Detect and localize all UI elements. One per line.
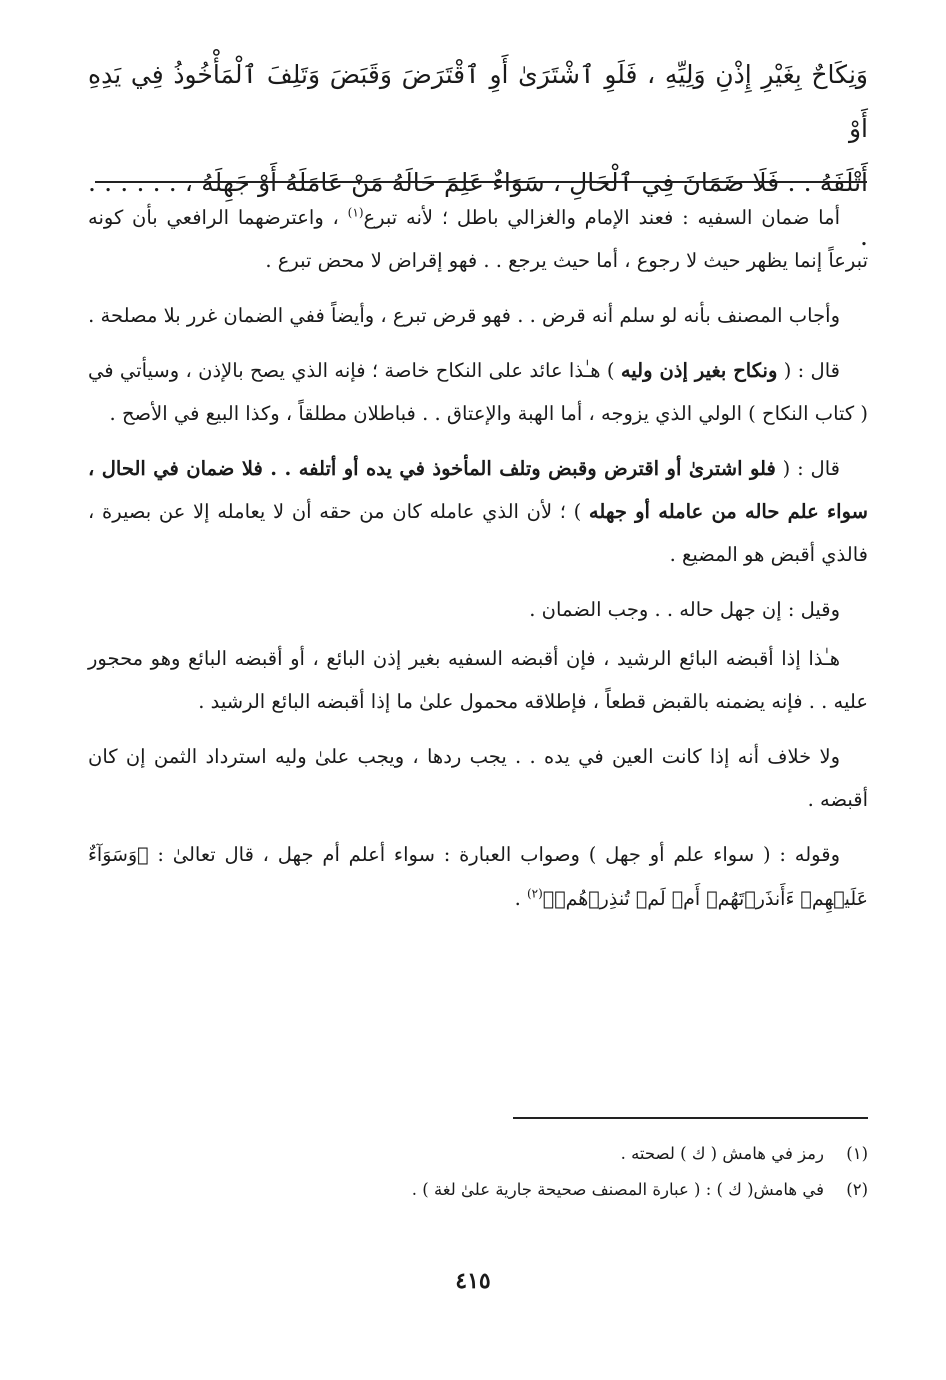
- commentary-p4-text: ) ؛ لأن الذي عامله كان من حقه أن لا يعامله إلا عن بصيرة ، فالذي أقبض هو المضيع .: [88, 500, 868, 566]
- footnote-ref-1[interactable]: (١): [347, 205, 364, 220]
- quote-open: قال : (: [777, 359, 840, 382]
- commentary-paragraph-7: ولا خلاف أنه إذا كانت العين في يده . . يجب ردها ، ويجب علىٰ وليه استرداد الثمن إن كان أقبضه .: [88, 745, 868, 811]
- commentary-paragraph-8: [88, 833, 868, 921]
- matn-line-1: وَنِكَاحٌ بِغَيْرِ إِذْنِ وَلِيِّهِ ، فَلَوِ ٱشْتَرَىٰ أَوِ ٱقْتَرَضَ وَقَبَضَ وَتَلِفَ ٱلْمَأْخُوذُ فِي يَدِهِ أَوْ: [88, 60, 868, 143]
- commentary-paragraph-5: وقيل : إن جهل حاله . . وجب الضمان .: [529, 598, 840, 621]
- page-number: ٤١٥: [455, 1268, 491, 1294]
- matn-quote-bold: فلو اشترىٰ أو اقترض وقبض وتلف المأخوذ في يده أو أتلفه . . فلا ضمان في الحال ، سواء علم حاله من عامله أو جهله: [88, 457, 868, 523]
- footnote-1: [88, 1136, 868, 1172]
- commentary-paragraph-2: وأجاب المصنف بأنه لو سلم أنه قرض . . فهو قرض تبرع ، وأيضاً ففي الضمان غرر بلا مصلحة .: [88, 304, 840, 327]
- matn-line-2: أَتْلَفَهُ . . فَلَا ضَمَانَ فِي ٱلْحَالِ ، سَوَاءٌ عَلِمَ حَالَهُ مَنْ عَامَلَهُ أَوْ جَهِلَهُ ، . . . . . . .: [88, 168, 868, 251]
- footnotes: [88, 1136, 868, 1208]
- sharh-commentary: [88, 196, 868, 933]
- commentary-p8-text: وقوله : ( سواء علم أو جهل ) وصواب العبارة : سواء أعلم أم جهل ، قال تعالىٰ :: [148, 843, 840, 866]
- matn-quote-bold: ونكاح بغير إذن وليه: [620, 359, 778, 382]
- commentary-paragraph-4: [88, 447, 868, 576]
- matn-separator-rule: [95, 181, 867, 183]
- commentary-paragraph-1: [88, 196, 868, 282]
- footnote-text: في هامش( ك ) : ( عبارة المصنف صحيحة جارية علىٰ لغة ) .: [411, 1180, 824, 1199]
- quran-verse: ﴿وَسَوَآءٌ عَلَيۡهِمۡ ءَأَنذَرۡتَهُمۡ أَمۡ لَمۡ تُنذِرۡهُمۡ﴾: [88, 844, 868, 910]
- commentary-p1-text: أما ضمان السفيه : فعند الإمام والغزالي باطل ؛ لأنه تبرع: [363, 206, 840, 229]
- commentary-p1-text-cont: ، واعترضهما الرافعي بأن كونه تبرعاً إنما يظهر حيث لا رجوع ، أما حيث يرجع . . فهو إقراض لا محض تبرع .: [88, 206, 868, 272]
- commentary-p8-end: .: [514, 887, 527, 910]
- commentary-paragraph-6: هـٰذا إذا أقبضه البائع الرشيد ، فإن أقبضه السفيه بغير إذن البائع ، أو أقبضه البائع وهو محجور عليه . . فإنه يضمنه بالقبض قطعاً ، فإطلاقه محمول علىٰ ما إذا أقبضه البائع الرشيد .: [88, 647, 868, 713]
- footnote-number: (١): [846, 1144, 868, 1163]
- footnote-number: (٢): [846, 1180, 868, 1199]
- commentary-paragraph-3: [88, 349, 868, 435]
- quote-open: قال : (: [775, 457, 840, 480]
- footnote-text: رمز في هامش ( ك ) لصحته .: [620, 1144, 824, 1163]
- footnote-separator-rule: [513, 1117, 868, 1119]
- footnote-ref-2[interactable]: (٢): [526, 886, 543, 901]
- commentary-p3-text: ) هـٰذا عائد على النكاح خاصة ؛ فإنه الذي يصح بالإذن ، وسيأتي في ( كتاب النكاح ) الولي الذي يزوجه ، أما الهبة والإعتاق . . فباطلان مطلقاً ، وكذا البيع في الأصح .: [88, 359, 868, 425]
- footnote-2: [88, 1172, 868, 1208]
